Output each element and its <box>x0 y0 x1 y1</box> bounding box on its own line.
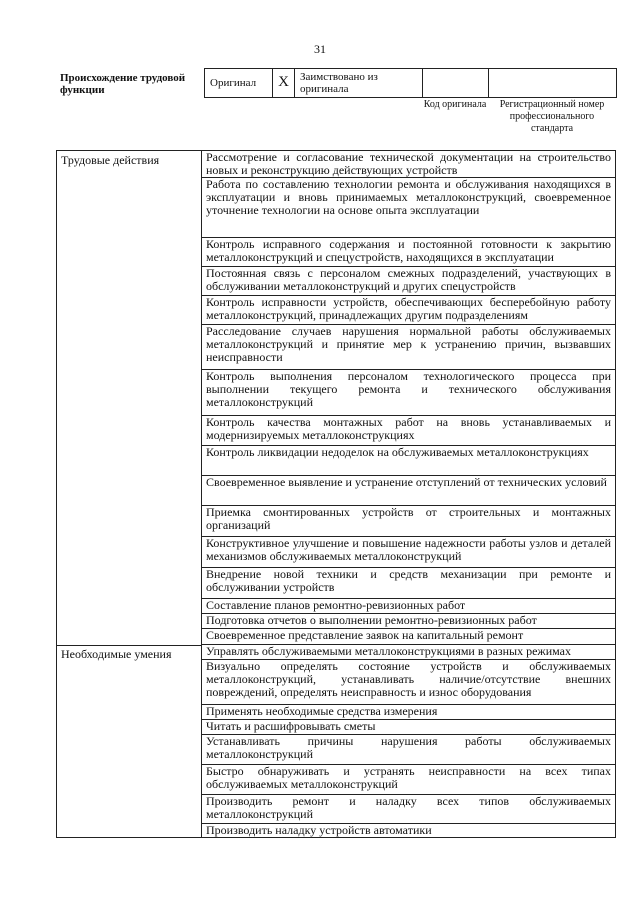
page-number: 31 <box>314 42 326 56</box>
labor-action-item: Работа по составлению технологии ремонта и обслуживания находящихся в эксплуатации и вновь принимаемых металлоконструкций, своевременное уточнение технологии на основе опыта эксплуатации <box>202 178 615 238</box>
labor-action-item: Контроль качества монтажных работ на вновь устанавливаемых и модернизируемых металлоконструкциях <box>202 416 615 446</box>
functions-table <box>56 150 616 838</box>
labor-action-item: Конструктивное улучшение и повышение надежности работы узлов и деталей механизмов обслуживаемых металлоконструкций <box>202 537 615 568</box>
skill-item: Устанавливать причины нарушения работы обслуживаемых металлоконструкций <box>202 735 615 765</box>
code-cell <box>423 69 489 97</box>
labor-action-item: Составление планов ремонтно-ревизионных работ <box>202 599 615 614</box>
origin-table <box>204 68 617 98</box>
labor-action-item: Контроль ликвидации недоделок на обслуживаемых металлоконструкциях <box>202 446 615 476</box>
skill-item: Управлять обслуживаемыми металлоконструкциями в разных режимах <box>202 645 615 660</box>
labor-action-item: Подготовка отчетов о выполнении ремонтно-ревизионных работ <box>202 614 615 629</box>
reg-caption: Регистрационный номер профессионального стандарта <box>499 99 605 134</box>
labor-action-item: Приемка смонтированных устройств от строительных и монтажных организаций <box>202 506 615 537</box>
labor-action-item: Своевременное выявление и устранение отступлений от технических условий <box>202 476 615 506</box>
labor-action-item: Контроль исправного содержания и постоянной готовности к закрытию металлоконструкций и спецустройств, находящихся в эксплуатации <box>202 238 615 267</box>
original-mark: X <box>273 69 295 97</box>
skill-item: Быстро обнаруживать и устранять неисправности на всех типах обслуживаемых металлоконструкций <box>202 765 615 795</box>
labor-action-item: Контроль выполнения персоналом технологического процесса при выполнении текущего ремонта и технического обслуживания металлоконструкций <box>202 370 615 416</box>
labor-action-item: Своевременное представление заявок на капитальный ремонт <box>202 629 615 645</box>
original-cell: Оригинал <box>205 69 273 97</box>
skill-item: Применять необходимые средства измерения <box>202 705 615 720</box>
labor-actions-label: Трудовые действия <box>61 153 160 167</box>
labor-action-item: Постоянная связь с персоналом смежных подразделений, участвующих в обслуживании металлоконструкций и других спецустройств <box>202 267 615 296</box>
labor-action-item: Расследование случаев нарушения нормальной работы обслуживаемых металлоконструкций и принятие мер к устранению причин, вызвавших неисправности <box>202 325 615 370</box>
skills-label: Необходимые умения <box>61 647 172 661</box>
skill-item: Производить ремонт и наладку всех типов обслуживаемых металлоконструкций <box>202 795 615 824</box>
borrowed-cell: Заимствовано из оригинала <box>295 69 423 97</box>
labor-action-item: Контроль исправности устройств, обеспечивающих бесперебойную работу металлоконструкций, принадлежащих другим подразделениям <box>202 296 615 325</box>
code-caption: Код оригинала <box>423 99 487 110</box>
origin-block <box>56 68 616 134</box>
labor-action-item: Рассмотрение и согласование технической документации на строительство новых и реконструкцию действующих устройств <box>202 151 615 178</box>
skill-item: Читать и расшифровывать сметы <box>202 720 615 735</box>
section-separator <box>57 645 202 646</box>
skill-item: Производить наладку устройств автоматики <box>206 824 432 837</box>
reg-number-cell <box>489 69 617 97</box>
skill-item: Визуально определять состояние устройств и обслуживаемых металлоконструкций, устанавливать наличие/отсутствие внешних повреждений, определять неисправность и износ оборудования <box>202 660 615 705</box>
origin-label: Происхождение трудовой функции <box>60 72 186 96</box>
labor-action-item: Внедрение новой техники и средств механизации при ремонте и обслуживании устройств <box>202 568 615 599</box>
